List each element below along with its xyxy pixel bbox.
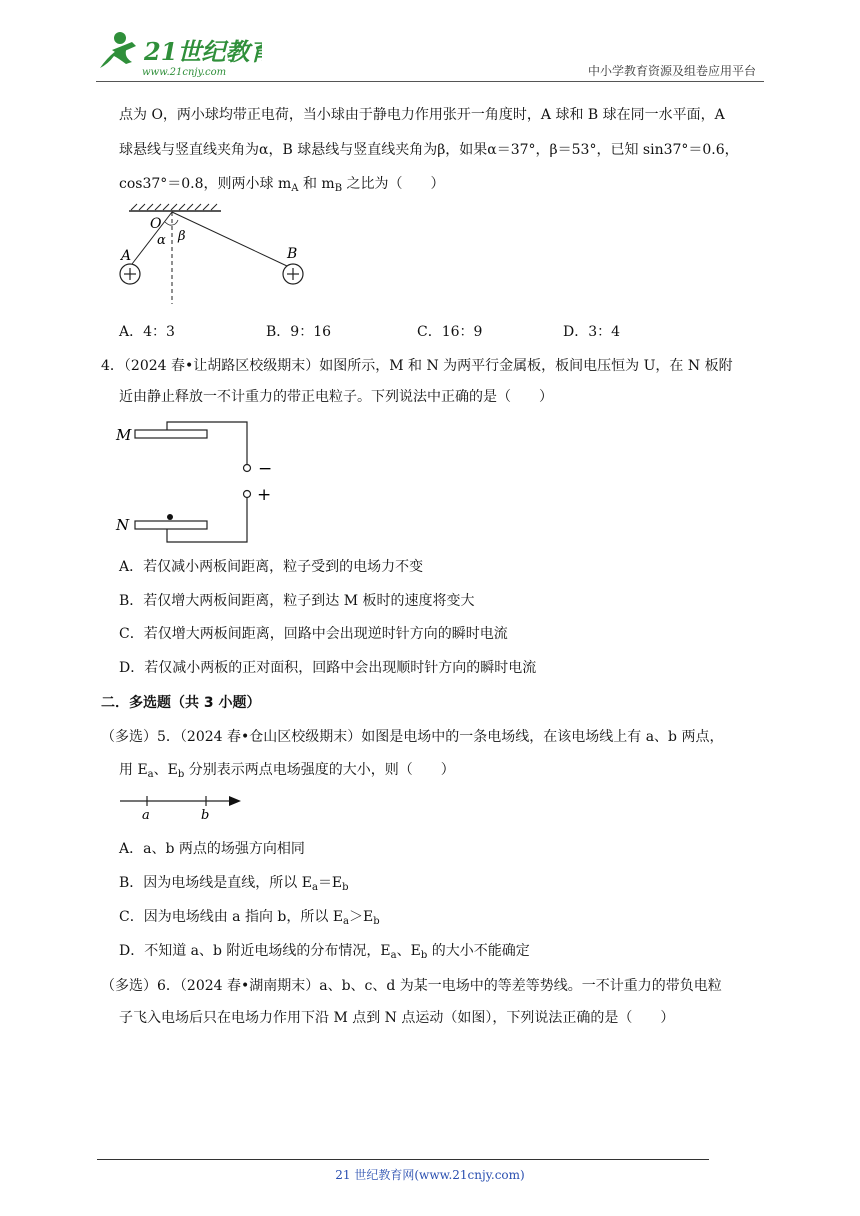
- q4-option-a: A．若仅减小两板间距离，粒子受到的电场力不变: [119, 559, 424, 575]
- q3-line1: 点为 O，两小球均带正电荷，当小球由于静电力作用张开一角度时，A 球和 B 球在同一水平面，A: [119, 107, 725, 123]
- q5-figure-field-line: [117, 792, 249, 828]
- label-N: N: [116, 516, 130, 534]
- footer-link[interactable]: 21 世纪教育网(www.21cnjy.com): [335, 1168, 525, 1182]
- q5-option-d: D．不知道 a、b 附近电场线的分布情况，$E_a$、$E_b$ 的大小不能确定: [119, 943, 530, 961]
- label-minus: −: [258, 459, 273, 479]
- q5-option-b: B．因为电场线是直线，所以 $E_a=E_b$: [119, 875, 349, 893]
- q5-line2: 用 $E_a$、$E_b$ 分别表示两点电场强度的大小，则（ ）: [119, 762, 455, 780]
- header-divider: [96, 81, 764, 82]
- q4-option-d: D．若仅减小两板的正对面积，回路中会出现顺时针方向的瞬时电流: [119, 660, 537, 676]
- q6-line2: 子飞入电场后只在电场力作用下沿 M 点到 N 点运动（如图），下列说法正确的是（ ）: [119, 1010, 675, 1026]
- q3-option-b: B．9：16: [266, 324, 332, 340]
- q6-line1: （多选）6．（2024 春•湖南期末）a、b、c、d 为某一电场中的等差等势线。一不计重力的带负电粒: [101, 978, 722, 994]
- logo-url: www.21cnjy.com: [142, 67, 227, 78]
- q3-figure-pendulum: [115, 200, 315, 312]
- platform-name: 中小学教育资源及组卷应用平台: [587, 64, 756, 78]
- q3-option-d: D．3：4: [563, 324, 621, 340]
- footer-divider: [97, 1159, 709, 1160]
- label-alpha: α: [157, 233, 166, 248]
- q3-options: [0, 321, 860, 341]
- q3-line3: cos37°＝0.8，则两小球 $m_A$ 和 $m_B$ 之比为（ ）: [119, 176, 445, 194]
- q4-line1: 4．（2024 春•让胡路区校级期末）如图所示，M 和 N 为两平行金属板，板间电压恒为 U，在 N 板附: [101, 358, 733, 374]
- q4-option-b: B．若仅增大两板间距离，粒子到达 M 板时的速度将变大: [119, 593, 475, 609]
- q4-line2: 近由静止释放一不计重力的带正电粒子。下列说法中正确的是（ ）: [119, 389, 553, 405]
- label-M: M: [116, 426, 132, 444]
- site-logo: [92, 28, 262, 80]
- label-B: B: [287, 246, 298, 262]
- q3-option-c: C．16：9: [417, 324, 483, 340]
- q3-line2: 球悬线与竖直线夹角为α，B 球悬线与竖直线夹角为β，如果α＝37°，β＝53°，已知 sin37°＝0.6，: [119, 142, 739, 158]
- q5-option-c: C．因为电场线由 a 指向 b，所以 $E_a>E_b$: [119, 909, 380, 927]
- q5-line1: （多选）5．（2024 春•仓山区校级期末）如图是电场中的一条电场线，在该电场线上有 a、b 两点，: [101, 729, 724, 745]
- label-beta: β: [178, 229, 186, 244]
- section-title-multi-choice: 二．多选题（共 3 小题）: [101, 695, 261, 711]
- q4-option-c: C．若仅增大两板间距离，回路中会出现逆时针方向的瞬时电流: [119, 626, 508, 642]
- label-b: b: [201, 808, 210, 823]
- label-A: A: [121, 248, 132, 264]
- q4-figure-capacitor: [113, 418, 283, 554]
- label-a: a: [142, 808, 150, 823]
- logo-text: 21世纪教育: [144, 37, 262, 66]
- q5-option-a: A．a、b 两点的场强方向相同: [119, 841, 305, 857]
- q3-option-a: A．4：3: [119, 324, 175, 340]
- label-O: O: [150, 216, 162, 232]
- label-plus: +: [257, 485, 272, 505]
